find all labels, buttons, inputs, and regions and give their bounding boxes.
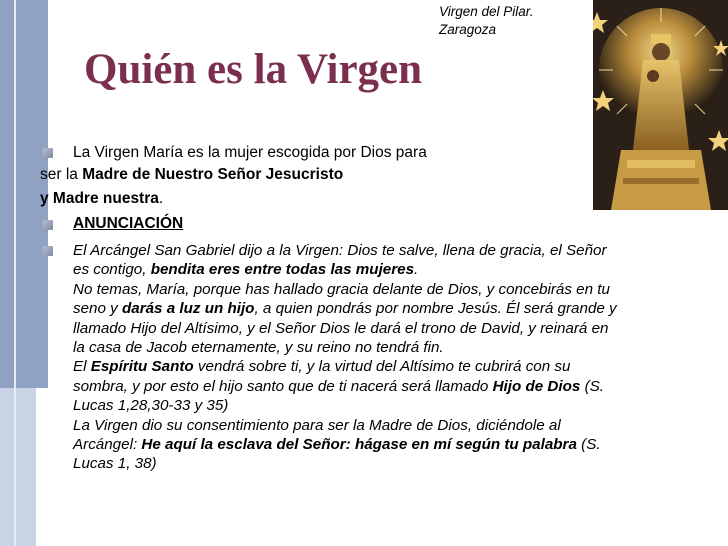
quote-line [73,435,713,454]
quote-bold: Espíritu Santo [90,358,194,376]
quote-line: llamado Hijo del Altísimo, y el Señor Dios le dará el trono de David, y reinará en [73,319,609,337]
quote-bold: darás a luz un hijo [121,300,255,318]
intro-line-2 [40,164,343,185]
intro-line-3-bold: y Madre nuestra [40,190,159,207]
quote-bold: He aquí la esclava del Señor: hágase en mí según tu palabra [141,436,577,454]
annunciation-quote [73,241,713,474]
intro-line-1: La Virgen María es la mujer escogida por Dios para [73,144,427,161]
section-heading-text: ANUNCIACIÓN [73,215,184,232]
intro-line-3 [40,188,163,209]
bullet-icon [43,220,53,230]
quote-line [73,299,713,318]
quote-text: Arcángel: [73,436,142,454]
quote-text: (S. [576,436,601,454]
quote-line: Lucas 1,28,30-33 y 35) [73,397,229,415]
quote-line [73,377,713,396]
quote-text: , a quien pondrás por nombre Jesús. Él será grande y [254,300,617,318]
section-heading [73,213,183,234]
quote-text: sombra, y por esto el hijo santo que de ti nacerá será llamado [73,377,493,395]
image-caption [439,3,534,39]
quote-line [73,357,713,376]
intro-line-3-text: . [158,190,164,207]
quote-text: . [414,261,419,279]
quote-text: vendrá sobre ti, y la virtud del Altísimo te cubrirá con su [193,358,571,376]
quote-text: El [73,358,91,376]
decorative-left-stripe-lower [0,388,36,546]
quote-bold: bendita eres entre todas las mujeres [150,261,415,279]
quote-line: La Virgen dio su consentimiento para ser la Madre de Dios, diciéndole al [73,416,561,434]
quote-text: seno y [73,300,122,318]
caption-line-1: Virgen del Pilar. [439,4,534,19]
bullet-icon [43,148,53,158]
virgen-del-pilar-photo [593,0,728,210]
quote-line [73,260,713,279]
intro-line-2-text: ser la [40,166,83,183]
quote-text: es contigo, [73,261,151,279]
quote-line: El Arcángel San Gabriel dijo a la Virgen: Dios te salve, llena de gracia, el Señor [73,242,607,259]
decorative-vertical-line [14,0,16,546]
quote-bold: Hijo de Dios [492,377,581,395]
quote-line: Lucas 1, 38) [73,455,157,473]
bullet-icon [43,246,53,256]
quote-line: la casa de Jacob eternamente, y su reino no tendrá fin. [73,339,444,357]
intro-line-2-bold: Madre de Nuestro Señor Jesucristo [82,166,344,183]
caption-line-2: Zaragoza [439,22,497,37]
slide-title: Quién es la Virgen [84,46,423,93]
quote-text: (S. [580,377,604,395]
quote-line: No temas, María, porque has hallado gracia delante de Dios, y concebirás en tu [73,280,610,298]
